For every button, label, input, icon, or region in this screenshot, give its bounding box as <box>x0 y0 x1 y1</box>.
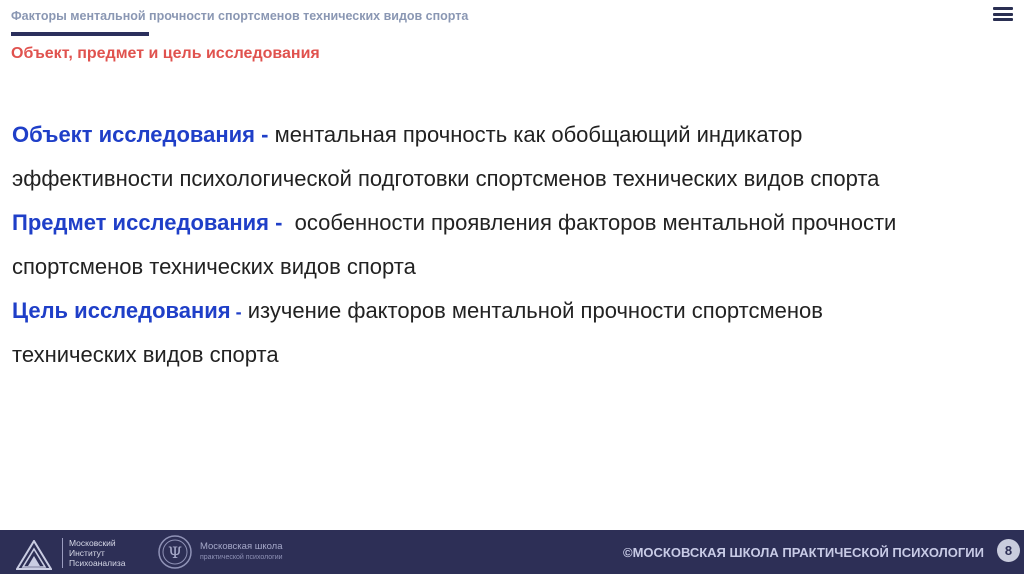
goal-term: Цель исследования <box>12 298 231 323</box>
menu-bar <box>993 13 1013 16</box>
school-emblem-icon <box>157 534 193 570</box>
object-text-continued: эффективности психологической подготовки спортсменов технических видов спорта <box>12 166 880 191</box>
header-divider <box>11 32 149 36</box>
svg-text:Ψ: Ψ <box>167 543 183 562</box>
presentation-title: Факторы ментальной прочности спортсменов технических видов спорта <box>11 9 469 23</box>
content-line <box>12 249 1012 293</box>
subject-text-continued: спортсменов технических видов спорта <box>12 254 416 279</box>
section-title: Объект, предмет и цель исследования <box>11 45 320 62</box>
content-line <box>12 293 1012 337</box>
subject-term: Предмет исследования - <box>12 210 283 235</box>
content-line <box>12 337 1012 381</box>
content-line <box>12 117 1012 161</box>
object-text: ментальная прочность как обобщающий индикатор <box>268 122 803 147</box>
school-line: Московская школа <box>200 541 283 552</box>
hamburger-menu-icon[interactable] <box>992 6 1014 22</box>
footer-bar <box>0 530 1024 574</box>
menu-bar <box>993 7 1013 10</box>
goal-text: изучение факторов ментальной прочности спортсменов <box>241 298 823 323</box>
school-subline: практической психологии <box>200 554 283 561</box>
content-line <box>12 161 1012 205</box>
mip-line: Психоанализа <box>69 558 126 568</box>
menu-bar <box>993 18 1013 21</box>
mip-name <box>62 538 137 568</box>
goal-text-continued: технических видов спорта <box>12 342 279 367</box>
slide-content <box>12 117 1012 381</box>
page-number-badge: 8 <box>997 539 1020 562</box>
mip-logo-icon <box>16 540 52 570</box>
copyright-text: ©МОСКОВСКАЯ ШКОЛА ПРАКТИЧЕСКОЙ ПСИХОЛОГИИ <box>623 545 984 560</box>
school-name <box>200 541 283 563</box>
object-term: Объект исследования - <box>12 122 269 147</box>
mip-line: Институт <box>69 548 105 558</box>
mip-line: Московский <box>69 538 116 548</box>
content-line <box>12 205 1012 249</box>
goal-dash: - <box>230 302 242 322</box>
subject-text: особенности проявления факторов ментальной прочности <box>282 210 897 235</box>
